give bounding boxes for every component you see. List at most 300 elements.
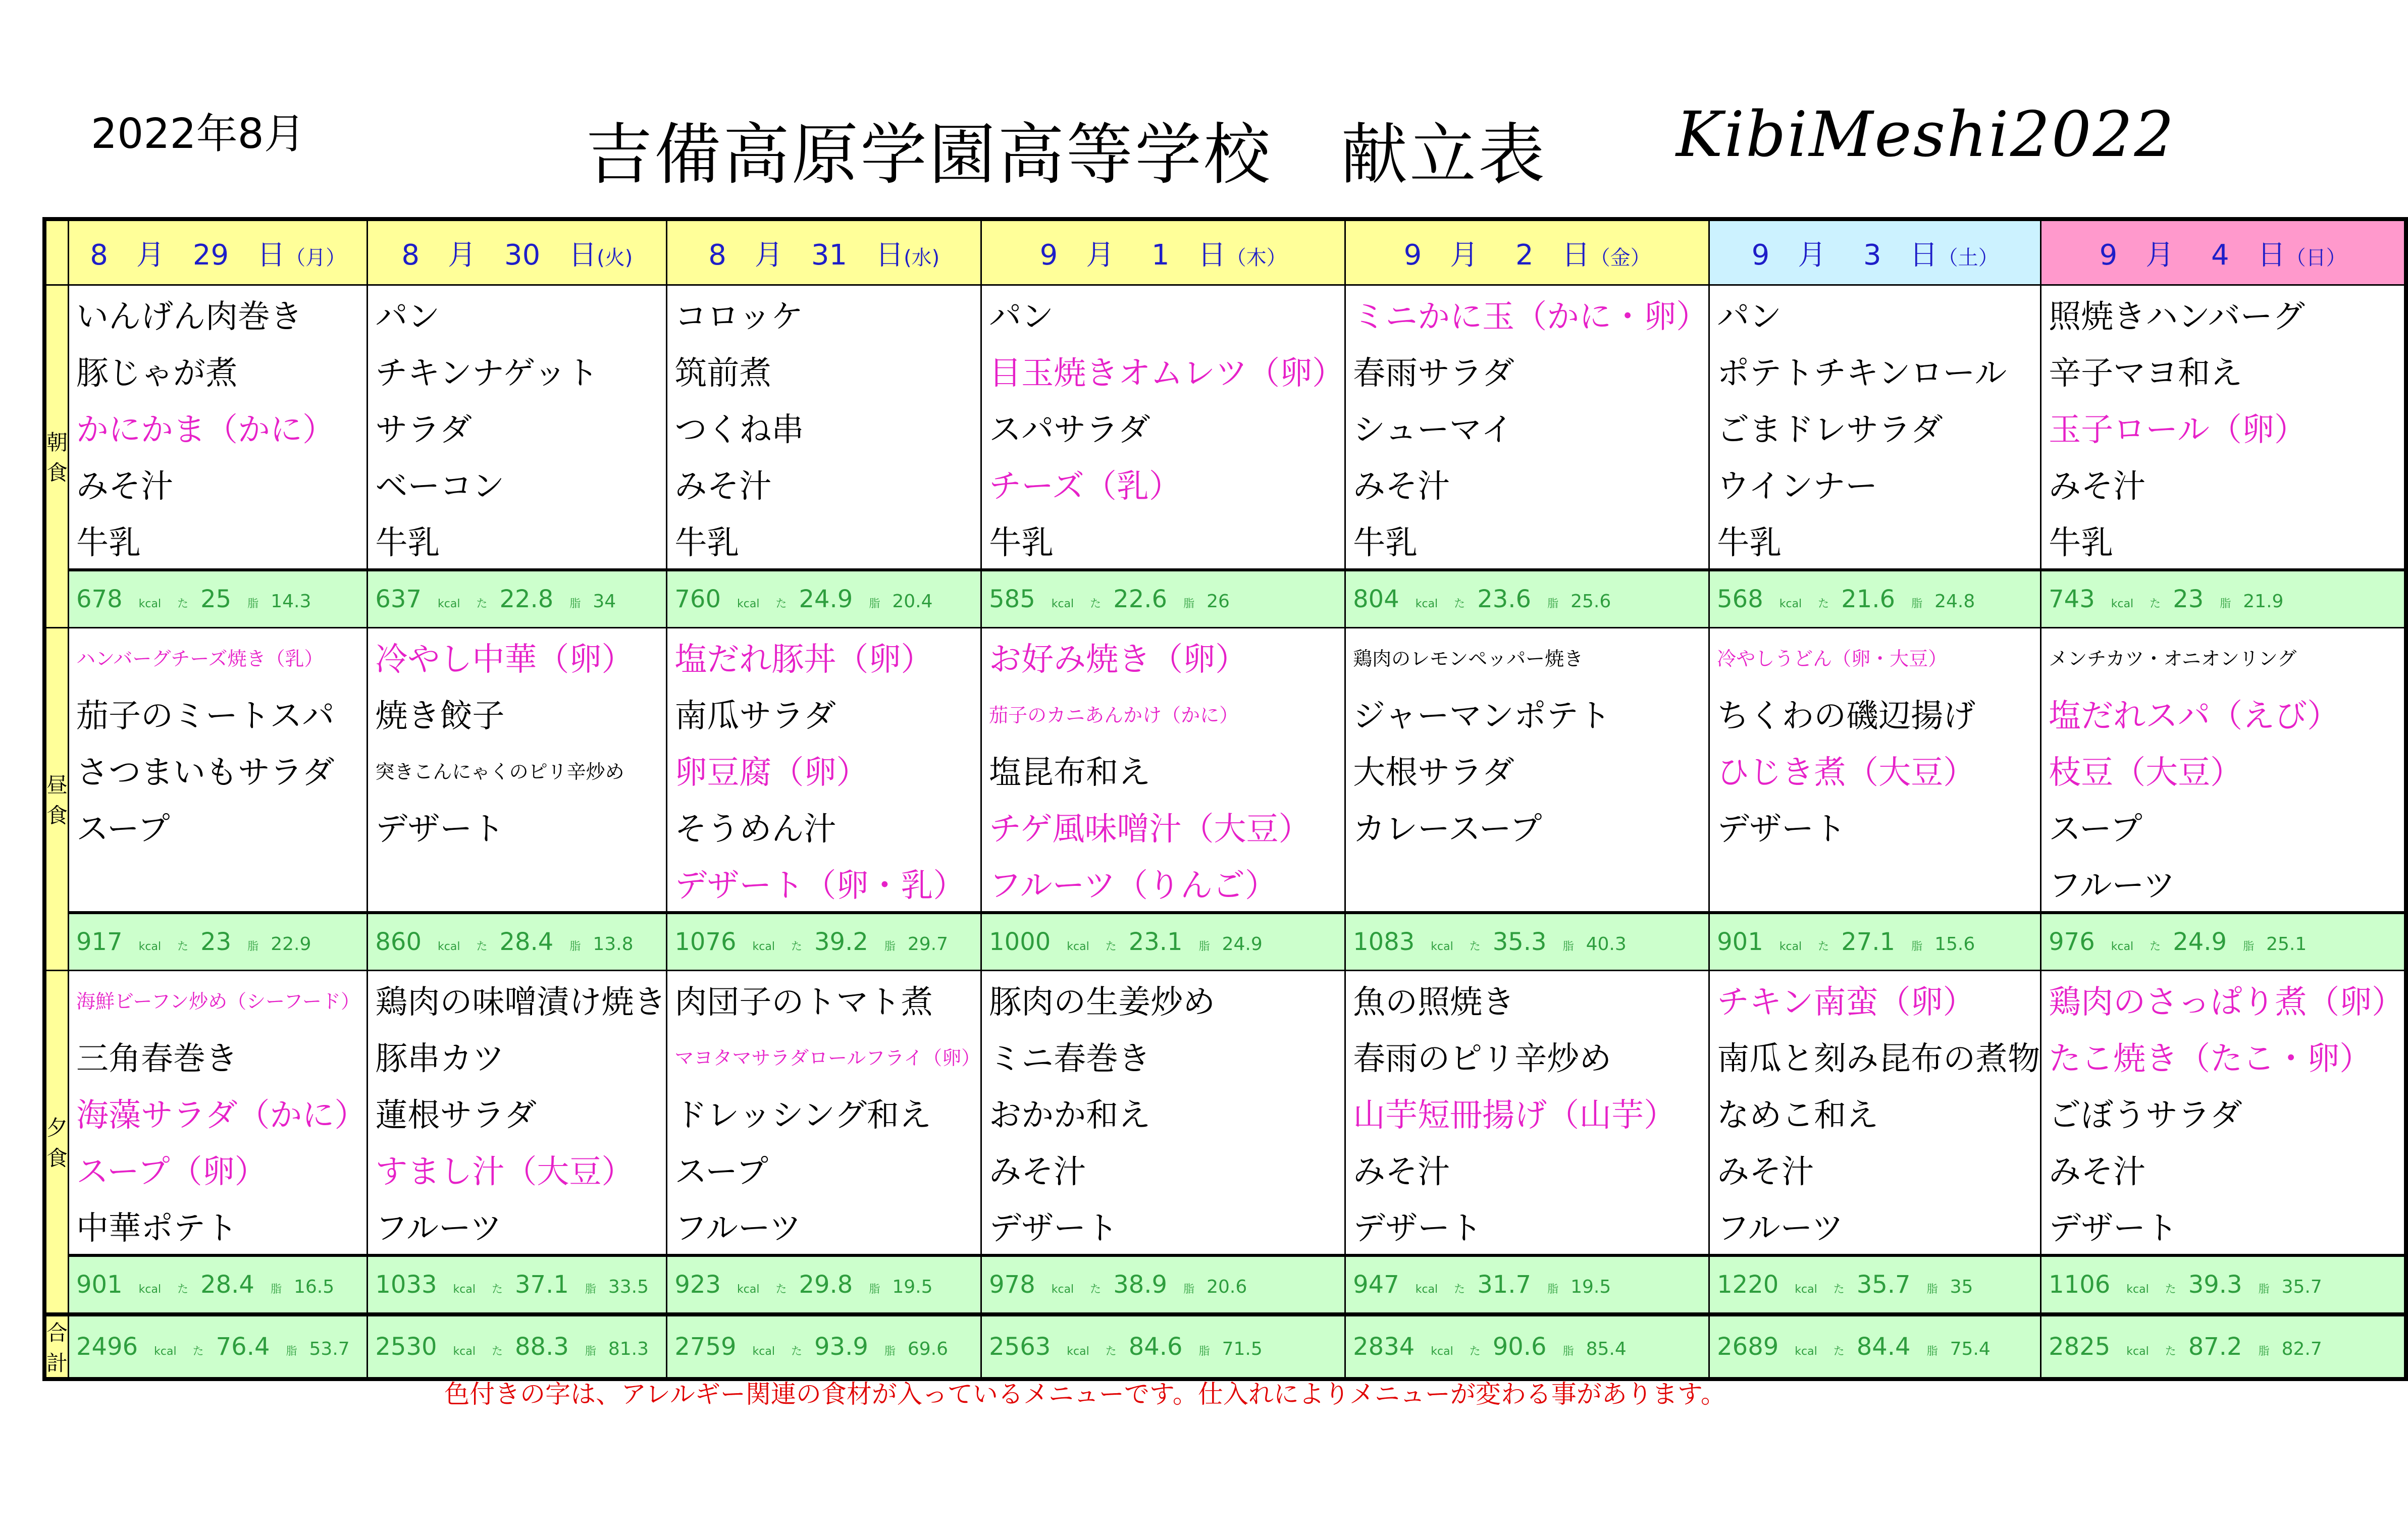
menu-item: 牛乳 — [2041, 512, 2406, 570]
fat-label: 脂 — [1911, 598, 1923, 610]
protein-label: た — [1833, 1345, 1845, 1358]
fat-label: 脂 — [2258, 1345, 2270, 1358]
menu-item: みそ汁 — [1345, 1141, 1709, 1197]
day-header — [981, 219, 1345, 285]
menu-item: 照焼きハンバーグ — [2041, 285, 2406, 343]
day-date: 9 月 3 日 — [1751, 238, 1938, 272]
nutrition-protein: 35.3 — [1492, 928, 1547, 956]
protein-label: た — [791, 1345, 802, 1358]
lunch-item-row — [44, 628, 2406, 685]
protein-label: た — [1469, 940, 1481, 953]
menu-item: マヨタマサラダロールフライ（卵） — [667, 1028, 981, 1084]
lunch-label: 昼食 — [44, 628, 69, 971]
lunch-item-row — [44, 798, 2406, 855]
nutrition-kcal: 1000 — [989, 928, 1051, 956]
total-row — [44, 1314, 2406, 1379]
protein-label: た — [1105, 1345, 1117, 1358]
protein-label: た — [775, 598, 787, 610]
fat-label: 脂 — [270, 1283, 282, 1296]
menu-item: チキン南蛮（卵） — [1709, 971, 2041, 1028]
menu-item: ベーコン — [368, 455, 667, 512]
kcal-unit: kcal — [1415, 598, 1438, 610]
protein-label: た — [177, 1283, 189, 1296]
nutrition-kcal: 2496 — [76, 1333, 138, 1361]
dinner-label: 夕食 — [44, 971, 69, 1315]
nutrition-protein: 35.7 — [1856, 1271, 1911, 1299]
menu-item: 卵豆腐（卵） — [667, 742, 981, 798]
kcal-unit: kcal — [2126, 1283, 2149, 1296]
nutrition-kcal: 760 — [674, 585, 721, 613]
menu-item: 目玉焼きオムレツ（卵） — [981, 342, 1345, 399]
day-weekday: （日） — [2285, 246, 2346, 270]
nutrition-kcal: 585 — [989, 585, 1035, 613]
nutrition-protein: 23 — [200, 928, 232, 956]
nutrition-cell — [981, 913, 1345, 971]
nutrition-kcal: 901 — [1717, 928, 1763, 956]
nutrition-kcal: 2825 — [2049, 1333, 2111, 1361]
menu-item: ポテトチキンロール — [1709, 342, 2041, 399]
day-weekday: （金） — [1590, 246, 1651, 270]
menu-item: みそ汁 — [69, 455, 368, 512]
menu-item: 塩だれスパ（えび） — [2041, 685, 2406, 742]
kcal-unit: kcal — [138, 598, 162, 610]
fat-label: 脂 — [247, 598, 259, 610]
total-label: 合計 — [44, 1314, 69, 1379]
menu-item: 海鮮ビーフン炒め（シーフード） — [69, 971, 368, 1028]
nutrition-kcal: 2834 — [1353, 1333, 1415, 1361]
nutrition-protein: 28.4 — [200, 1271, 254, 1299]
nutrition-kcal: 678 — [76, 585, 123, 613]
protein-label: た — [1818, 940, 1829, 953]
nutrition-protein: 39.2 — [814, 928, 868, 956]
menu-item: スパサラダ — [981, 399, 1345, 455]
kcal-unit: kcal — [1067, 940, 1089, 953]
menu-item: 春雨サラダ — [1345, 342, 1709, 399]
nutrition-fat: 71.5 — [1222, 1339, 1263, 1359]
day-date: 8 月 31 日 — [708, 238, 904, 272]
protein-label: た — [1454, 1283, 1465, 1296]
protein-label: た — [1105, 940, 1117, 953]
menu-item: さつまいもサラダ — [69, 742, 368, 798]
month-label: 2022年8月 — [91, 110, 305, 158]
nutrition-protein: 28.4 — [499, 928, 554, 956]
menu-item: 冷やし中華（卵） — [368, 628, 667, 685]
kcal-unit: kcal — [2111, 598, 2134, 610]
nutrition-protein: 23.1 — [1128, 928, 1183, 956]
nutrition-fat: 22.9 — [271, 934, 311, 955]
menu-item: 牛乳 — [667, 512, 981, 570]
menu-item: 突きこんにゃくのピリ辛炒め — [368, 742, 667, 798]
nutrition-fat: 19.5 — [892, 1277, 933, 1297]
breakfast-nutrition-row — [44, 570, 2406, 628]
nutrition-kcal: 1083 — [1353, 928, 1415, 956]
menu-item: 茄子のミートスパ — [69, 685, 368, 742]
menu-item: 鶏肉のレモンペッパー焼き — [1345, 628, 1709, 685]
nutrition-cell — [2041, 1255, 2406, 1314]
nutrition-kcal: 568 — [1717, 585, 1763, 613]
nutrition-protein: 37.1 — [514, 1271, 569, 1299]
nutrition-fat: 16.5 — [293, 1277, 335, 1297]
kcal-unit: kcal — [1779, 598, 1802, 610]
menu-item: シューマイ — [1345, 399, 1709, 455]
menu-item: お好み焼き（卵） — [981, 628, 1345, 685]
dinner-item-row — [44, 1084, 2406, 1141]
nutrition-protein: 84.6 — [1128, 1333, 1183, 1361]
protein-label: た — [476, 598, 488, 610]
menu-item: スープ — [667, 1141, 981, 1197]
menu-item: かにかま（かに） — [69, 399, 368, 455]
kcal-unit: kcal — [138, 1283, 162, 1296]
kcal-unit: kcal — [737, 598, 760, 610]
menu-item: つくね串 — [667, 399, 981, 455]
nutrition-kcal: 1076 — [674, 928, 737, 956]
kcal-unit: kcal — [1067, 1345, 1089, 1358]
breakfast-item-row — [44, 399, 2406, 455]
protein-label: た — [1090, 598, 1102, 610]
nutrition-cell — [368, 1255, 667, 1314]
protein-label: た — [2150, 940, 2161, 953]
nutrition-protein: 24.9 — [799, 585, 853, 613]
kcal-unit: kcal — [2111, 940, 2134, 953]
fat-label: 脂 — [884, 940, 896, 953]
menu-item: 牛乳 — [981, 512, 1345, 570]
protein-label: た — [491, 1345, 503, 1358]
nutrition-cell — [69, 570, 368, 628]
nutrition-kcal: 804 — [1353, 585, 1399, 613]
menu-item: 豚肉の生姜炒め — [981, 971, 1345, 1028]
nutrition-protein: 84.4 — [1856, 1333, 1911, 1361]
protein-label: た — [491, 1283, 503, 1296]
menu-item: ちくわの磯辺揚げ — [1709, 685, 2041, 742]
total-cell — [69, 1314, 368, 1379]
nutrition-kcal: 860 — [375, 928, 422, 956]
menu-item: サラダ — [368, 399, 667, 455]
nutrition-protein: 24.9 — [2173, 928, 2227, 956]
nutrition-cell — [1709, 913, 2041, 971]
lunch-item-row — [44, 855, 2406, 913]
nutrition-fat: 69.6 — [907, 1339, 949, 1359]
menu-item: パン — [1709, 285, 2041, 343]
menu-item: メンチカツ・オニオンリング — [2041, 628, 2406, 685]
nutrition-protein: 27.1 — [1841, 928, 1896, 956]
menu-item: 玉子ロール（卵） — [2041, 399, 2406, 455]
nutrition-protein: 21.6 — [1841, 585, 1896, 613]
menu-item: デザート（卵・乳） — [667, 855, 981, 913]
menu-item: 牛乳 — [368, 512, 667, 570]
nutrition-cell — [69, 913, 368, 971]
total-cell — [1709, 1314, 2041, 1379]
kcal-unit: kcal — [1415, 1283, 1438, 1296]
menu-item: 三角春巻き — [69, 1028, 368, 1084]
dinner-nutrition-row — [44, 1255, 2406, 1314]
menu-item: ごまドレサラダ — [1709, 399, 2041, 455]
lunch-nutrition-row — [44, 913, 2406, 971]
protein-label: た — [1090, 1283, 1102, 1296]
breakfast-item-row — [44, 342, 2406, 399]
protein-label: た — [2150, 598, 2161, 610]
day-date: 8 月 30 日 — [401, 238, 597, 272]
menu-item: デザート — [2041, 1197, 2406, 1255]
menu-item: 冷やしうどん（卵・大豆） — [1709, 628, 2041, 685]
menu-item — [1709, 855, 2041, 913]
fat-label: 脂 — [585, 1345, 596, 1358]
menu-item: みそ汁 — [981, 1141, 1345, 1197]
total-cell — [368, 1314, 667, 1379]
nutrition-fat: 85.4 — [1586, 1339, 1627, 1359]
fat-label: 脂 — [2243, 940, 2255, 953]
menu-item: チゲ風味噌汁（大豆） — [981, 798, 1345, 855]
fat-label: 脂 — [2258, 1283, 2270, 1296]
menu-item: パン — [368, 285, 667, 343]
fat-label: 脂 — [1926, 1283, 1938, 1296]
day-weekday: （土） — [1938, 246, 1999, 270]
day-date: 9 月 2 日 — [1403, 238, 1590, 272]
menu-item: 蓮根サラダ — [368, 1084, 667, 1141]
kcal-unit: kcal — [2126, 1345, 2149, 1358]
nutrition-kcal: 1033 — [375, 1271, 437, 1299]
nutrition-fat: 26 — [1207, 591, 1230, 612]
day-weekday: （月） — [285, 246, 346, 270]
menu-item: 南瓜と刻み昆布の煮物 — [1709, 1028, 2041, 1084]
menu-item: 鶏肉のさっぱり煮（卵） — [2041, 971, 2406, 1028]
kcal-unit: kcal — [138, 940, 162, 953]
nutrition-fat: 82.7 — [2281, 1339, 2322, 1359]
menu-item: いんげん肉巻き — [69, 285, 368, 343]
total-cell — [667, 1314, 981, 1379]
menu-item: 筑前煮 — [667, 342, 981, 399]
nutrition-kcal: 901 — [76, 1271, 123, 1299]
menu-item: みそ汁 — [1345, 455, 1709, 512]
nutrition-cell — [69, 1255, 368, 1314]
nutrition-protein: 22.6 — [1113, 585, 1168, 613]
kcal-unit: kcal — [752, 940, 775, 953]
nutrition-cell — [1345, 913, 1709, 971]
day-header — [2041, 219, 2406, 285]
menu-item: 牛乳 — [69, 512, 368, 570]
menu-item: 山芋短冊揚げ（山芋） — [1345, 1084, 1709, 1141]
menu-item: 大根サラダ — [1345, 742, 1709, 798]
protein-label: た — [192, 1345, 204, 1358]
menu-item: 枝豆（大豆） — [2041, 742, 2406, 798]
nutrition-protein: 88.3 — [514, 1333, 569, 1361]
menu-item: 中華ポテト — [69, 1197, 368, 1255]
fat-label: 脂 — [1562, 940, 1574, 953]
protein-label: た — [476, 940, 488, 953]
nutrition-kcal: 2563 — [989, 1333, 1051, 1361]
menu-item: 豚じゃが煮 — [69, 342, 368, 399]
menu-item: デザート — [1709, 798, 2041, 855]
fat-label: 脂 — [2220, 598, 2231, 610]
kcal-unit: kcal — [1795, 1283, 1817, 1296]
menu-item: 塩昆布和え — [981, 742, 1345, 798]
fat-label: 脂 — [1562, 1345, 1574, 1358]
menu-item: チキンナゲット — [368, 342, 667, 399]
nutrition-kcal: 1220 — [1717, 1271, 1779, 1299]
kcal-unit: kcal — [1051, 598, 1074, 610]
protein-label: た — [2165, 1283, 2176, 1296]
menu-item: 魚の照焼き — [1345, 971, 1709, 1028]
fat-label: 脂 — [1198, 940, 1210, 953]
nutrition-fat: 20.4 — [892, 591, 933, 612]
day-header — [667, 219, 981, 285]
menu-item: みそ汁 — [667, 455, 981, 512]
fat-label: 脂 — [869, 1283, 880, 1296]
nutrition-kcal: 947 — [1353, 1271, 1399, 1299]
kcal-unit: kcal — [1431, 940, 1453, 953]
menu-item: みそ汁 — [1709, 1141, 2041, 1197]
menu-item: 鶏肉の味噌漬け焼き — [368, 971, 667, 1028]
day-date: 8 月 29 日 — [90, 238, 286, 272]
total-cell — [981, 1314, 1345, 1379]
menu-table — [42, 217, 2408, 1381]
protein-label: た — [1833, 1283, 1845, 1296]
nutrition-protein: 23 — [2173, 585, 2204, 613]
kcal-unit: kcal — [453, 1345, 476, 1358]
nutrition-fat: 14.3 — [271, 591, 311, 612]
breakfast-item-row — [44, 285, 2406, 343]
menu-item: スープ — [69, 798, 368, 855]
fat-label: 脂 — [585, 1283, 596, 1296]
fat-label: 脂 — [247, 940, 259, 953]
menu-item: 牛乳 — [1709, 512, 2041, 570]
nutrition-kcal: 2689 — [1717, 1333, 1779, 1361]
dinner-item-row — [44, 971, 2406, 1028]
nutrition-fat: 21.9 — [2243, 591, 2284, 612]
fat-label: 脂 — [884, 1345, 896, 1358]
protein-label: た — [2165, 1345, 2176, 1358]
menu-item: 春雨のピリ辛炒め — [1345, 1028, 1709, 1084]
nutrition-fat: 24.8 — [1934, 591, 1975, 612]
menu-item — [69, 855, 368, 913]
nutrition-cell — [2041, 570, 2406, 628]
menu-item: みそ汁 — [2041, 455, 2406, 512]
kcal-unit: kcal — [1795, 1345, 1817, 1358]
nutrition-protein: 87.2 — [2188, 1333, 2242, 1361]
fat-label: 脂 — [569, 598, 581, 610]
fat-label: 脂 — [1183, 598, 1195, 610]
nutrition-kcal: 1106 — [2049, 1271, 2111, 1299]
menu-item: フルーツ（りんご） — [981, 855, 1345, 913]
nutrition-cell — [1345, 1255, 1709, 1314]
menu-item: 塩だれ豚丼（卵） — [667, 628, 981, 685]
nutrition-fat: 40.3 — [1586, 934, 1627, 955]
nutrition-fat: 35 — [1950, 1277, 1973, 1297]
nutrition-kcal: 637 — [375, 585, 422, 613]
day-header — [1345, 219, 1709, 285]
day-header — [368, 219, 667, 285]
nutrition-fat: 13.8 — [593, 934, 634, 955]
protein-label: た — [1818, 598, 1829, 610]
menu-item: ハンバーグチーズ焼き（乳） — [69, 628, 368, 685]
menu-item: フルーツ — [667, 1197, 981, 1255]
fat-label: 脂 — [1926, 1345, 1938, 1358]
menu-item: ウインナー — [1709, 455, 2041, 512]
nutrition-fat: 20.6 — [1207, 1277, 1247, 1297]
nutrition-cell — [2041, 913, 2406, 971]
nutrition-cell — [981, 1255, 1345, 1314]
nutrition-protein: 39.3 — [2188, 1271, 2242, 1299]
kcal-unit: kcal — [752, 1345, 775, 1358]
day-weekday: (水) — [904, 246, 940, 270]
menu-item: ミニかに玉（かに・卵） — [1345, 285, 1709, 343]
menu-item — [1345, 855, 1709, 913]
corner-cell — [44, 219, 69, 285]
fat-label: 脂 — [286, 1345, 297, 1358]
protein-label: た — [177, 940, 189, 953]
menu-item: パン — [981, 285, 1345, 343]
nutrition-cell — [1709, 1255, 2041, 1314]
protein-label: た — [1454, 598, 1465, 610]
menu-item: デザート — [981, 1197, 1345, 1255]
menu-item: 焼き餃子 — [368, 685, 667, 742]
menu-item: 豚串カツ — [368, 1028, 667, 1084]
day-weekday: (火) — [597, 246, 633, 270]
nutrition-fat: 75.4 — [1950, 1339, 1991, 1359]
nutrition-cell — [1709, 570, 2041, 628]
nutrition-kcal: 2759 — [674, 1333, 737, 1361]
protein-label: た — [775, 1283, 787, 1296]
menu-item: デザート — [368, 798, 667, 855]
menu-item: ごぼうサラダ — [2041, 1084, 2406, 1141]
menu-item: チーズ（乳） — [981, 455, 1345, 512]
nutrition-cell — [667, 570, 981, 628]
nutrition-protein: 29.8 — [799, 1271, 853, 1299]
nutrition-fat: 34 — [593, 591, 616, 612]
menu-item: おかか和え — [981, 1084, 1345, 1141]
breakfast-item-row — [44, 455, 2406, 512]
protein-label: た — [1469, 1345, 1481, 1358]
menu-item: 肉団子のトマト煮 — [667, 971, 981, 1028]
nutrition-protein: 22.8 — [499, 585, 554, 613]
nutrition-fat: 29.7 — [907, 934, 949, 955]
menu-item: ミニ春巻き — [981, 1028, 1345, 1084]
nutrition-fat: 81.3 — [608, 1339, 649, 1359]
nutrition-protein: 93.9 — [814, 1333, 868, 1361]
nutrition-fat: 53.7 — [309, 1339, 350, 1359]
nutrition-kcal: 923 — [674, 1271, 721, 1299]
nutrition-cell — [368, 570, 667, 628]
nutrition-protein: 23.6 — [1477, 585, 1532, 613]
fat-label: 脂 — [1911, 940, 1923, 953]
day-date: 9 月 4 日 — [2099, 238, 2286, 272]
nutrition-fat: 35.7 — [2281, 1277, 2322, 1297]
menu-item: ひじき煮（大豆） — [1709, 742, 2041, 798]
day-weekday: （木） — [1226, 246, 1287, 270]
dinner-item-row — [44, 1197, 2406, 1255]
nutrition-cell — [1345, 570, 1709, 628]
protein-label: た — [791, 940, 802, 953]
kibimeshi-logo: KibiMeshi2022 — [1676, 98, 2176, 171]
menu-item: 牛乳 — [1345, 512, 1709, 570]
protein-label: た — [177, 598, 189, 610]
nutrition-cell — [368, 913, 667, 971]
kcal-unit: kcal — [737, 1283, 760, 1296]
menu-item: 辛子マヨ和え — [2041, 342, 2406, 399]
nutrition-kcal: 743 — [2049, 585, 2095, 613]
dinner-item-row — [44, 1028, 2406, 1084]
menu-item: スープ — [2041, 798, 2406, 855]
fat-label: 脂 — [1183, 1283, 1195, 1296]
kcal-unit: kcal — [1431, 1345, 1453, 1358]
nutrition-protein: 38.9 — [1113, 1271, 1168, 1299]
menu-item: たこ焼き（たこ・卵） — [2041, 1028, 2406, 1084]
menu-item: 海藻サラダ（かに） — [69, 1084, 368, 1141]
fat-label: 脂 — [1547, 598, 1559, 610]
menu-item: コロッケ — [667, 285, 981, 343]
menu-item: フルーツ — [368, 1197, 667, 1255]
nutrition-fat: 25.1 — [2266, 934, 2307, 955]
kcal-unit: kcal — [1051, 1283, 1074, 1296]
